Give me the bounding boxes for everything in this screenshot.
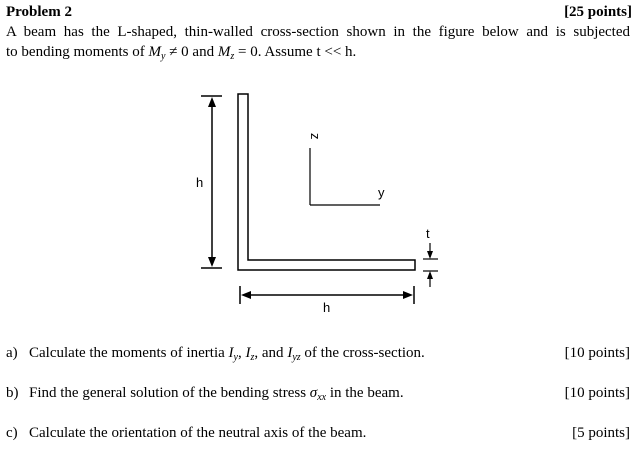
- problem-header: [6, 4, 632, 22]
- question-b: [6, 385, 630, 405]
- stress-subscript: xx: [317, 392, 327, 403]
- dim-h-vertical-arrow-up: [208, 97, 216, 107]
- question-a: [6, 345, 630, 365]
- statement-line-1: A beam has the L-shaped, thin-walled cross-section shown in the figure below and is subjected: [6, 24, 630, 40]
- l-section-outline: [238, 94, 415, 270]
- question-c-text: Calculate the orientation of the neutral axis of the beam.: [29, 425, 367, 441]
- question-c-letter: c): [6, 425, 18, 441]
- moment-y-relation: ≠ 0 and: [165, 44, 218, 60]
- axis-z-label: z: [308, 133, 323, 140]
- question-b-suffix: in the beam.: [326, 385, 404, 401]
- inertia-yz-symbol: I: [287, 345, 293, 361]
- problem-title: Problem 2: [6, 4, 72, 20]
- separator: , and: [254, 345, 288, 361]
- dim-h-vertical-arrow-down: [208, 257, 216, 267]
- inertia-z-subscript: z: [250, 352, 255, 363]
- problem-statement: [6, 22, 630, 67]
- question-c: [6, 425, 630, 445]
- inertia-yz-subscript: yz: [292, 352, 301, 363]
- question-c-points: [5 points]: [572, 425, 630, 441]
- moment-z-subscript: z: [230, 51, 235, 62]
- question-b-letter: b): [6, 385, 19, 401]
- dim-t-arrow-down: [427, 251, 433, 259]
- dim-t-label: t: [426, 226, 430, 241]
- separator: ,: [237, 345, 246, 361]
- statement-line-2: [6, 42, 630, 67]
- problem-points: [25 points]: [564, 4, 632, 20]
- dim-h-horizontal-arrow-left: [241, 291, 251, 299]
- axis-y-label: y: [378, 185, 385, 200]
- moment-y-subscript: y: [161, 51, 166, 62]
- question-a-points: [10 points]: [564, 345, 630, 361]
- dim-h-horizontal-arrow-right: [403, 291, 413, 299]
- moment-z-symbol: M: [217, 44, 231, 60]
- dim-h-horizontal-label: h: [323, 300, 331, 315]
- question-a-text: [29, 345, 425, 363]
- moment-y-symbol: M: [148, 44, 161, 60]
- question-b-points: [10 points]: [564, 385, 630, 401]
- question-a-prefix: Calculate the moments of inertia: [29, 345, 229, 361]
- dim-t-arrow-up: [427, 271, 433, 279]
- stress-symbol: σ: [309, 385, 318, 401]
- question-b-text: [29, 385, 404, 403]
- moment-z-relation: = 0. Assume t << h.: [234, 44, 357, 60]
- inertia-y-symbol: I: [228, 345, 234, 361]
- statement-text: to bending moments of: [6, 44, 149, 60]
- dim-h-vertical-label: h: [196, 175, 204, 190]
- inertia-y-subscript: y: [233, 352, 238, 363]
- question-a-letter: a): [6, 345, 18, 361]
- question-a-suffix: of the cross-section.: [300, 345, 425, 361]
- question-b-prefix: Find the general solution of the bending stress: [29, 385, 310, 401]
- inertia-z-symbol: I: [245, 345, 251, 361]
